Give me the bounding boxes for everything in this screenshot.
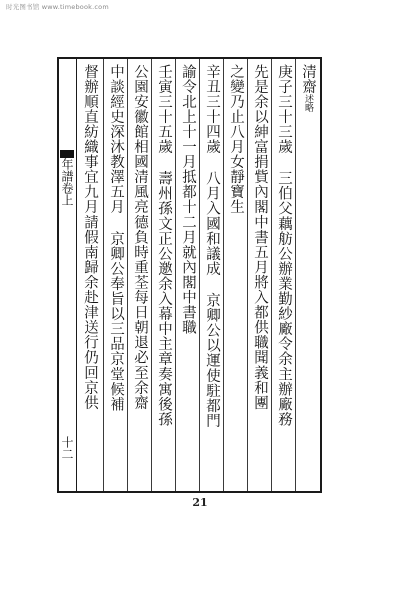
text-column-4: 之變乃止八月女靜寶生	[228, 64, 244, 215]
column-rule	[271, 59, 272, 491]
text-column-7: 壬寅三十五歲 壽州孫文正公邀余入幕中主章奏寓後孫	[156, 64, 172, 427]
column-rule	[223, 59, 224, 491]
text-column-10: 督辦順直紡織事宜九月請假南歸余赴津送行仍回京供	[82, 64, 98, 411]
column-rule	[103, 59, 104, 491]
watermark-text: 时光图书馆 www.timebook.com	[6, 3, 109, 11]
column-rule	[295, 59, 296, 491]
column-rule	[151, 59, 152, 491]
column-rule	[247, 59, 248, 491]
text-column-8: 公園安徽館相國清風亮德負時重荃每日朝退必至余齋	[132, 64, 148, 411]
column-rule	[127, 59, 128, 491]
gutter-leaf-number: 十二	[60, 436, 74, 460]
book-subtitle: 述略	[303, 94, 313, 113]
text-column-9: 中談經史深沐教澤五月 京卿公奉旨以三品京堂候補	[108, 64, 124, 412]
column-rule	[175, 59, 176, 491]
column-rule	[199, 59, 200, 491]
text-column-1	[298, 64, 318, 484]
book-title: 清齋	[300, 64, 316, 95]
fishtail-mark-icon	[60, 150, 74, 158]
page-number: 21	[192, 496, 208, 509]
text-column-2: 庚子三十三歲 三伯父藕舫公辦業勤紗廠令余主辦廠務	[276, 64, 292, 427]
gutter-title-text: 年譜卷上	[60, 158, 74, 206]
text-column-6: 諭令北上十一月抵都十二月就內閣中書職	[180, 64, 196, 335]
text-column-3: 先是余以紳富捐貲內閣中書五月將入都供職聞義和團	[252, 64, 268, 411]
text-column-5: 辛丑三十四歲 八月入國和議成 京卿公以運使駐都門	[204, 64, 220, 429]
